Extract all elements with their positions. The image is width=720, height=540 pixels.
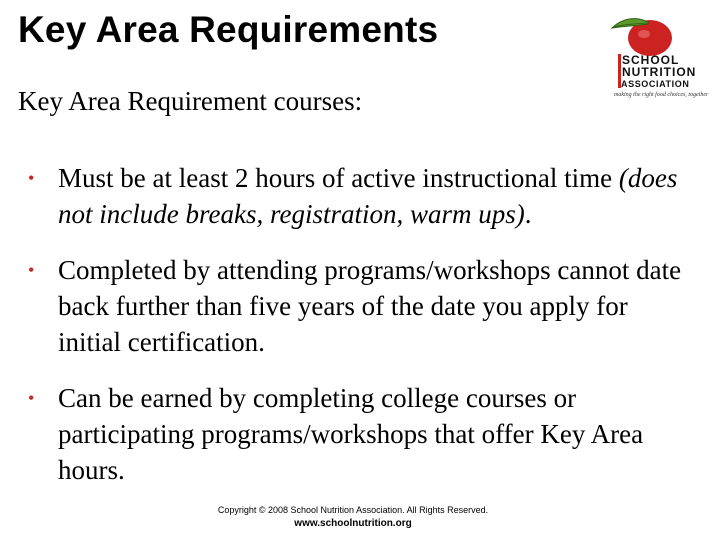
bullet-marker: • xyxy=(28,388,35,408)
sna-logo xyxy=(600,14,710,100)
bullet-text: Must be at least 2 hours of active instructional time xyxy=(58,163,619,193)
logo-word-association: ASSOCIATION xyxy=(621,79,690,89)
slide-title: Key Area Requirements xyxy=(18,9,439,50)
bullet-marker: • xyxy=(28,260,35,280)
bullet-text: Completed by attending programs/workshops cannot date back further than five years of the date you apply for initial certification. xyxy=(58,255,682,357)
footer-website-link[interactable]: www.schoolnutrition.org xyxy=(294,518,412,529)
bullet-item xyxy=(28,380,688,488)
bullet-item xyxy=(28,160,688,232)
footer-copyright: Copyright © 2008 School Nutrition Association. All Rights Reserved. xyxy=(217,505,489,515)
slide-subtitle: Key Area Requirement courses: xyxy=(18,86,363,116)
requirement-list xyxy=(28,160,688,508)
logo-tagline: making the right food choices, together xyxy=(614,92,709,98)
bullet-item xyxy=(28,252,688,360)
logo-word-school: SCHOOL xyxy=(622,53,680,67)
logo-word-nutrition: NUTRITION xyxy=(622,65,697,79)
bullet-text-italic: (does not include breaks, registration, warm ups) xyxy=(58,163,678,229)
bullet-marker: • xyxy=(28,168,35,188)
bullet-text-end: . xyxy=(524,199,532,229)
bullet-text: Can be earned by completing college courses or participating programs/workshops that offer Key Area hours. xyxy=(58,383,644,485)
